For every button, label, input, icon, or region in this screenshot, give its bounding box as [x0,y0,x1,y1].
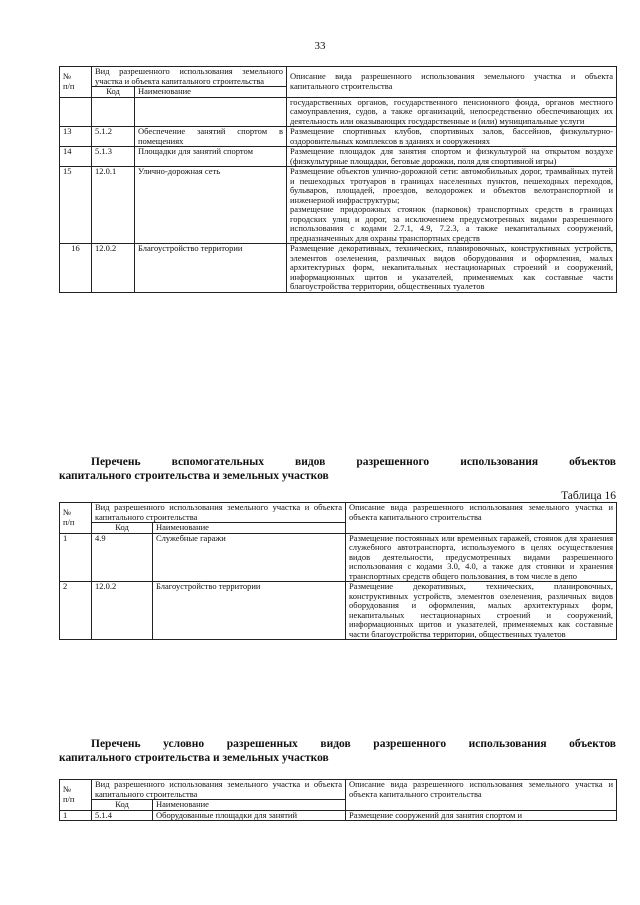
heading-line-1: Перечень вспомогательных видов разрешенного использования объектов [91,456,616,468]
cell-description: Размещение спортивных клубов, спортивных залов, бассейнов, физкультурно-оздоровительных комплексов в зданиях и сооружениях [287,127,617,147]
table-row [60,810,617,821]
cell-num: 15 [60,167,92,244]
table-row [60,582,617,640]
cell-code: 12.0.2 [92,244,135,293]
table-row [60,167,617,244]
page-number: 33 [314,40,326,52]
cell-code: 12.0.2 [92,582,153,640]
header-num: № п/п [60,503,92,534]
header-num: № п/п [60,780,92,811]
cell-description: Размещение декоративных, технических, планировочных, конструктивных устройств, элементов озеленения, различных видов оборудования и оформления, малых архитектурных форм, некапитальных нестационарных строений и сооружений, информационных щитов и указателей, применяемых как составные части благоустройства территории, общественных туалетов [287,244,617,293]
cell-num: 1 [60,810,92,821]
header-group: Вид разрешенного использования земельного участка и объекта капитального строительства [92,780,346,800]
header-code: Код [92,87,135,98]
cell-description: Размещение сооружений для занятия спортом и [346,810,617,821]
cell-name: Площадки для занятий спортом [135,147,287,167]
heading-line-1: Перечень условно разрешенных видов разрешенного использования объектов [91,738,616,750]
table-header-row [60,503,617,523]
table-conditional-uses [59,779,617,821]
cell-name: Улично-дорожная сеть [135,167,287,244]
cell-code: 4.9 [92,533,153,582]
cell-code: 5.1.2 [92,127,135,147]
cell-description: Размещение площадок для занятия спортом и физкультурой на открытом воздухе (физкультурные площадки, беговые дорожки, поля для спортивной игры) [287,147,617,167]
table-label: Таблица 16 [561,490,616,502]
cell-code: 12.0.1 [92,167,135,244]
cell-num: 16 [60,244,92,293]
cell-code [92,97,135,127]
header-code: Код [92,523,153,534]
cell-name: Оборудованные площадки для занятий [153,810,346,821]
header-description: Описание вида разрешенного использования земельного участка и объекта капитального строительства [287,67,617,98]
cell-num: 1 [60,533,92,582]
cell-num: 14 [60,147,92,167]
table-row [60,147,617,167]
heading-line-2: капитального строительства и земельных участков [59,752,329,765]
section-heading-conditional-uses [59,737,616,766]
header-description: Описание вида разрешенного использования земельного участка и объекта капитального строительства [346,780,617,811]
cell-num: 2 [60,582,92,640]
header-group: Вид разрешенного использования земельного участка и объекта капитального строительства [92,503,346,523]
cell-num [60,97,92,127]
cell-code: 5.1.4 [92,810,153,821]
cell-description: Размещение декоративных, технических, планировочных, конструктивных устройств, элементов озеленения, различных видов оборудования и оформления, малых архитектурных форм, некапитальных нестационарных строений и сооружений, информационных щитов и указателей, применяемых как составные части благоустройства территории, общественных туалетов [346,582,617,640]
table-header-row [60,780,617,800]
table-row [60,97,617,127]
cell-num: 13 [60,127,92,147]
cell-name: Благоустройство территории [153,582,346,640]
cell-description: Размещение объектов улично-дорожной сети: автомобильных дорог, трамвайных путей и пешеходных тротуаров в границах населенных пунктов, пешеходных переходов, бульваров, площадей, проездов, велодорожек и объектов велотранспортной и инженерной инфраструктуры; размещение придорожных стоянок (парковок) транспортных средств в границах городских улиц и дорог, за исключением предусмотренных видами разрешенного использования с кодами 2.7.1, 4.9, 7.2.3, а также некапитальных сооружений, предназначенных для охраны транспортных средств [287,167,617,244]
header-code: Код [92,800,153,811]
header-name: Наименование [153,800,346,811]
header-name: Наименование [135,87,287,98]
header-group: Вид разрешенного использования земельного участка и объекта капитального строительства [92,67,287,87]
header-num: № п/п [60,67,92,98]
cell-name: Благоустройство территории [135,244,287,293]
table-continued [59,66,617,293]
cell-name [135,97,287,127]
cell-description: Размещение постоянных или временных гаражей, стоянок для хранения служебного автотранспорта, используемого в целях осуществления видов деятельности, предусмотренных видами разрешенного использования с кодами 3.0, 4.0, а также для стоянки и хранения транспортных средств общего пользования, в том числе в депо [346,533,617,582]
header-description: Описание вида разрешенного использования земельного участка и объекта капитального строительства [346,503,617,534]
cell-name: Служебные гаражи [153,533,346,582]
cell-name: Обеспечение занятий спортом в помещениях [135,127,287,147]
table-row [60,533,617,582]
table-row [60,244,617,293]
table-header-row [60,67,617,87]
heading-line-2: капитального строительства и земельных участков [59,470,329,483]
cell-code: 5.1.3 [92,147,135,167]
cell-description: государственных органов, государственного пенсионного фонда, органов местного самоуправления, судов, а также организаций, непосредственно обеспечивающих их деятельность или оказывающих государственные и (или) муниципальные услуги [287,97,617,127]
section-heading-auxiliary-uses [59,455,616,484]
table-auxiliary-uses [59,502,617,640]
table-row [60,127,617,147]
header-name: Наименование [153,523,346,534]
